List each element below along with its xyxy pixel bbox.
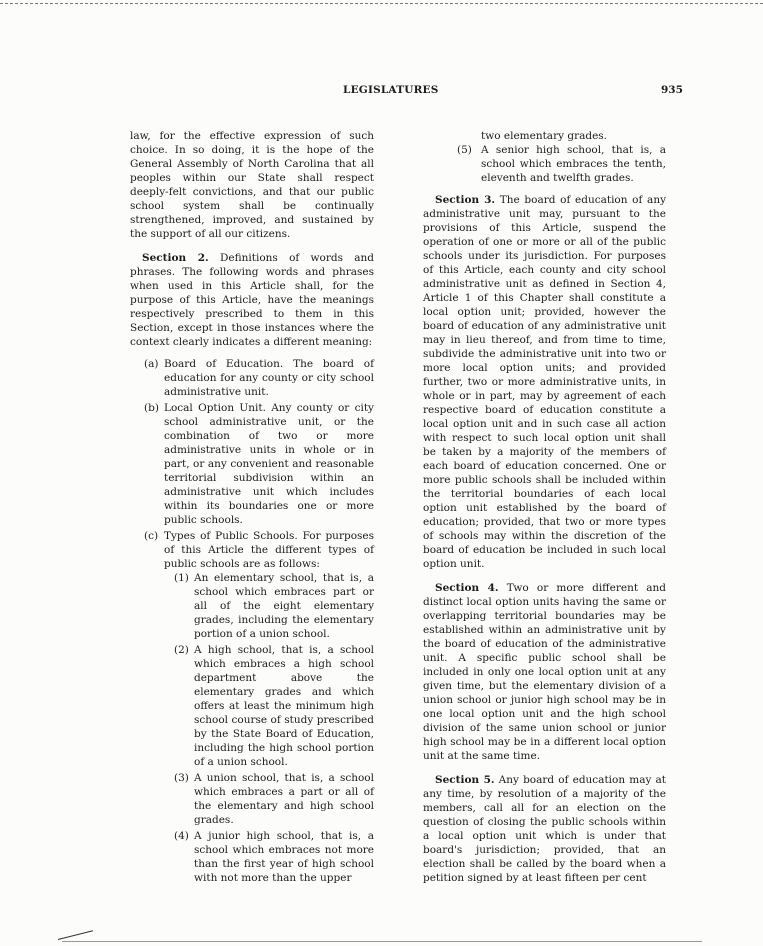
paragraph-law-choice: law, for the effective expression of such choice. In so doing, it is the hope of the General Assembly of North Carolina that all peoples within our State shall respect deeply-felt convictions, and that our public school system shall be continually strengthened, improved, and sustained by the support of all our citizens. [130,130,374,240]
definition-item-a [130,357,374,399]
school-type-text: A senior high school, that is, a school which embraces the tenth, eleventh and twelfth grades. [481,144,666,184]
definition-label: (b) [144,402,159,414]
school-type-text: two elementary grades. [481,130,608,142]
definition-text: Local Option Unit. Any county or city school administrative unit, or the combination of two or more administrative units in whole or in part, or any convenient and reasonable territorial subdivision within an administrative unit which includes within its boundaries one or more public schools. [164,402,374,526]
running-head: LEGISLATURES [343,84,439,96]
section-4-paragraph [423,581,666,763]
section-3-heading: Section 3. [435,194,496,206]
section-2-heading: Section 2. [142,252,209,264]
section-5-heading: Section 5. [435,774,495,786]
school-type-label: (1) [174,572,189,584]
definition-text: Board of Education. The board of education for any county or city school administrative unit. [164,358,374,398]
school-type-text: A union school, that is, a school which embraces a part or all of the elementary and high school grades. [194,772,374,826]
definition-label: (c) [144,530,159,542]
page-bottom-rule [62,941,702,942]
school-type-item-2 [130,643,374,769]
definition-text: Types of Public Schools. For purposes of this Article the different types of public schools are as follows: [164,530,374,570]
section-4-heading: Section 4. [435,582,499,594]
definition-item-c [130,529,374,571]
school-type-label: (5) [457,144,472,156]
section-3-paragraph [423,193,666,571]
section-2-paragraph [130,251,374,349]
section-5-text: Any board of education may at any time, by resolution of a majority of the members, call all for an election on the question of closing the public schools within a local option unit which is under that board's jurisdiction; provided, that an election shall be called by the board when a petition signed by at least fifteen per cent [423,774,666,884]
section-2-text: Definitions of words and phrases. The following words and phrases when used in this Article shall, for the purpose of this Article, have the meanings respectively prescribed to them in this Section, except in those instances where the context clearly indicates a different meaning: [130,252,375,348]
definition-item-b [130,401,374,527]
school-type-text: An elementary school, that is, a school which embraces part or all of the eight elementary grades, including the elementary portion of a union school. [194,572,374,640]
school-type-item-1 [130,571,374,641]
school-type-item-4-continued [423,129,666,143]
school-type-label: (3) [174,772,189,784]
section-5-paragraph [423,773,666,885]
right-column [423,129,666,885]
school-type-label: (2) [174,644,189,656]
school-type-item-5 [423,143,666,185]
school-type-label: (4) [174,830,189,842]
school-type-text: A junior high school, that is, a school which embraces not more than the first year of high school with not more than the upper [194,830,374,884]
pen-stroke-mark [58,930,93,940]
left-column [130,129,374,885]
section-3-text: The board of education of any administrative unit may, pursuant to the provisions of this Article, suspend the operation of one or more or all of the public schools under its jurisdiction. For purposes of this Article, each county and city school administrative unit as defined in Section 4, Article 1 of this Chapter shall constitute a local option unit; provided, however the board of education of any administrative unit may in lieu thereof, and from time to time, subdivide the administrative unit into two or more local option units; and provided further, two or more administrative units, in whole or in part, may by agreement of each respective board of education constitute a local option unit and in such case all action with respect to such local option unit shall be taken by a majority of the members of each board of education concerned. One or more public schools shall be included within the territorial boundaries of each local option unit established by the board of education; provided, that two or more types of schools may within the discretion of the board of education be included in such local option unit. [423,194,667,570]
school-type-item-4 [130,829,374,885]
school-type-text: A high school, that is, a school which embraces a high school department above the elementary grades and which offers at least the minimum high school course of study prescribed by the State Board of Education, including the high school portion of a union school. [194,644,374,768]
section-4-text: Two or more different and distinct local option units having the same or overlapping territorial boundaries may be established within an administrative unit by the board of education of the administrative unit. A specific public school shall be included in only one local option unit at any given time, but the elementary division of a union school or junior high school may be in one local option unit and the high school division of the same union school or junior high school may be in a different local option unit at the same time. [423,582,666,762]
definition-label: (a) [144,358,159,370]
school-type-item-3 [130,771,374,827]
page-top-edge [0,3,763,4]
page-number: 935 [661,84,683,96]
